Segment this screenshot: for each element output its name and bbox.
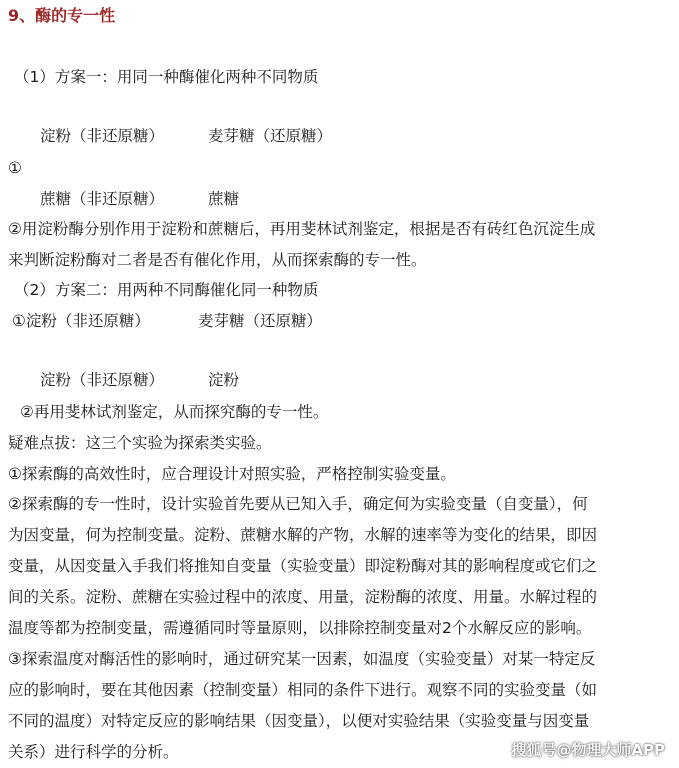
scheme1-row2-left: 蔗糖（非还原糖） <box>40 190 165 208</box>
tips-p2-line: 温度等都为控制变量，需遵循同时等量原则，以排除控制变量对2个水解反应的影响。 <box>8 619 592 637</box>
scheme1-title: （1）方案一：用同一种酶催化两种不同物质 <box>14 68 319 86</box>
tips-p2-line: 变量，从因变量入手我们将推知自变量（实验变量）即淀粉酶对其的影响程度或它们之 <box>8 557 598 575</box>
scheme1-step2-line1: ②用淀粉酶分别作用于淀粉和蔗糖后，再用斐林试剂鉴定，根据是否有砖红色沉淀生成 <box>8 220 596 238</box>
scheme1-row2-right: 蔗糖 <box>208 190 240 208</box>
scheme2-title: （2）方案二：用两种不同酶催化同一种物质 <box>14 281 319 299</box>
tips-title: 疑难点拔：这三个实验为探索类实验。 <box>8 434 272 452</box>
scheme2-step2: ②再用斐林试剂鉴定，从而探究酶的专一性。 <box>20 403 329 421</box>
tips-p3-line: 关系）进行科学的分析。 <box>8 743 179 761</box>
tips-p2-line: 间的关系。淀粉、蔗糖在实验过程中的浓度、用量，淀粉酶的浓度、用量。水解过程的 <box>8 588 598 606</box>
scheme2-row1-right: 麦芽糖（还原糖） <box>198 312 323 330</box>
tips-p3-line: ③探索温度对酶活性的影响时，通过研究某一因素，如温度（实验变量）对某一特定反 <box>8 650 596 668</box>
tips-p3-line: 应的影响时，要在其他因素（控制变量）相同的条件下进行。观察不同的实验变量（如 <box>8 681 598 699</box>
tips-p2-line: 为因变量，何为控制变量。淀粉、蔗糖水解的产物，水解的速率等为变化的结果，即因 <box>8 526 598 544</box>
watermark: 搜狐号@物理大师APP <box>511 741 665 759</box>
scheme2-row2-right: 淀粉 <box>208 371 240 389</box>
tips-p2-line: ②探索酶的专一性时，设计实验首先要从已知入手，确定何为实验变量（自变量），何 <box>8 495 588 513</box>
section-title: 9、酶的专一性 <box>8 6 116 25</box>
tips-p1: ①探索酶的高效性时，应合理设计对照实验，严格控制实验变量。 <box>8 465 456 483</box>
scheme2-row2-left: 淀粉（非还原糖） <box>40 371 165 389</box>
scheme1-step2-line2: 来判断淀粉酶对二者是否有催化作用，从而探索酶的专一性。 <box>8 251 427 269</box>
scheme1-row1-left: 淀粉（非还原糖） <box>40 127 165 145</box>
scheme2-row1-left: ①淀粉（非还原糖） <box>12 312 150 330</box>
scheme1-marker: ① <box>8 159 22 177</box>
scheme1-row1-right: 麦芽糖（还原糖） <box>208 127 333 145</box>
tips-p3-line: 不同的温度）对特定反应的影响结果（因变量），以便对实验结果（实验变量与因变量 <box>8 712 590 730</box>
